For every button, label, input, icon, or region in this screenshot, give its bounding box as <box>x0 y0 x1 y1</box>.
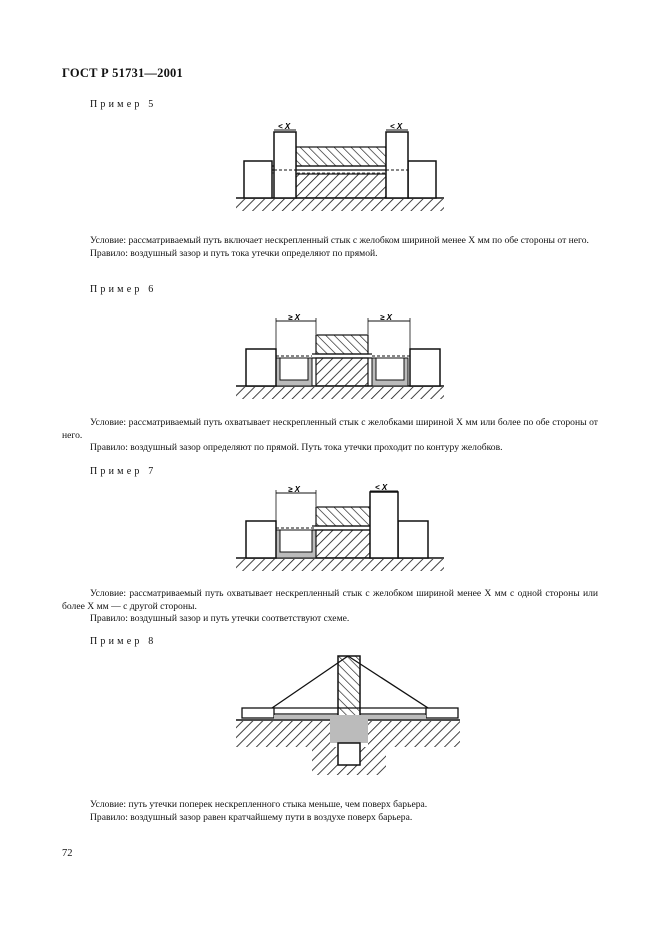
example-7-title: Пример 7 <box>90 466 157 477</box>
dimension-label: < X <box>375 483 388 492</box>
left-post <box>274 132 296 198</box>
right-post <box>386 132 408 198</box>
example-5-figure <box>232 122 448 214</box>
rule-text: Правило: воздушный зазор определяют по прямой. Путь тока утечки проходит по контуру желобков. <box>90 442 503 454</box>
dimension-label: ≥ X <box>288 485 300 494</box>
document-code: ГОСТ Р 51731—2001 <box>62 66 183 80</box>
base-block <box>296 174 386 198</box>
condition-text: Условие: рассматриваемый путь охватывает нескрепленный стык с желобками шириной X мм или более по обе стороны от него. <box>62 417 598 441</box>
example-6-title: Пример 6 <box>90 284 157 295</box>
rule-text: Правило: воздушный зазор и путь утечки соответствуют схеме. <box>90 613 350 625</box>
rule-text: Правило: воздушный зазор и путь тока утечки определяют по прямой. <box>90 247 378 259</box>
left-conductor <box>244 161 272 198</box>
example-5-title: Пример 5 <box>90 99 157 110</box>
page-number: 72 <box>62 848 73 859</box>
top-part <box>296 147 386 166</box>
example-6-text <box>62 417 598 455</box>
dimension-label: < X <box>278 122 291 131</box>
dimension-label: ≥ X <box>380 313 392 322</box>
example-8-figure <box>232 652 464 780</box>
example-8-text <box>62 799 598 824</box>
dimension-label: ≥ X <box>288 313 300 322</box>
condition-text: Условие: рассматриваемый путь охватывает нескрепленный стык с желобком шириной менее X мм с одной стороны или более X мм — с другой стороны. <box>62 588 598 612</box>
example-7-figure <box>232 482 448 574</box>
example-8-title: Пример 8 <box>90 636 157 647</box>
example-7-text <box>62 588 598 626</box>
condition-text: Условие: путь утечки поперек нескрепленного стыка меньше, чем поверх барьера. <box>90 799 428 810</box>
right-conductor <box>408 161 436 198</box>
example-6-figure <box>232 310 448 402</box>
rule-text: Правило: воздушный зазор равен кратчайшему пути в воздухе поверх барьера. <box>90 811 413 823</box>
example-5-text <box>62 235 598 260</box>
condition-text: Условие: рассматриваемый путь включает нескрепленный стык с желобком шириной менее X мм по обе стороны от него. <box>90 235 589 246</box>
dimension-label: < X <box>390 122 403 131</box>
ground-hatching <box>236 199 444 211</box>
